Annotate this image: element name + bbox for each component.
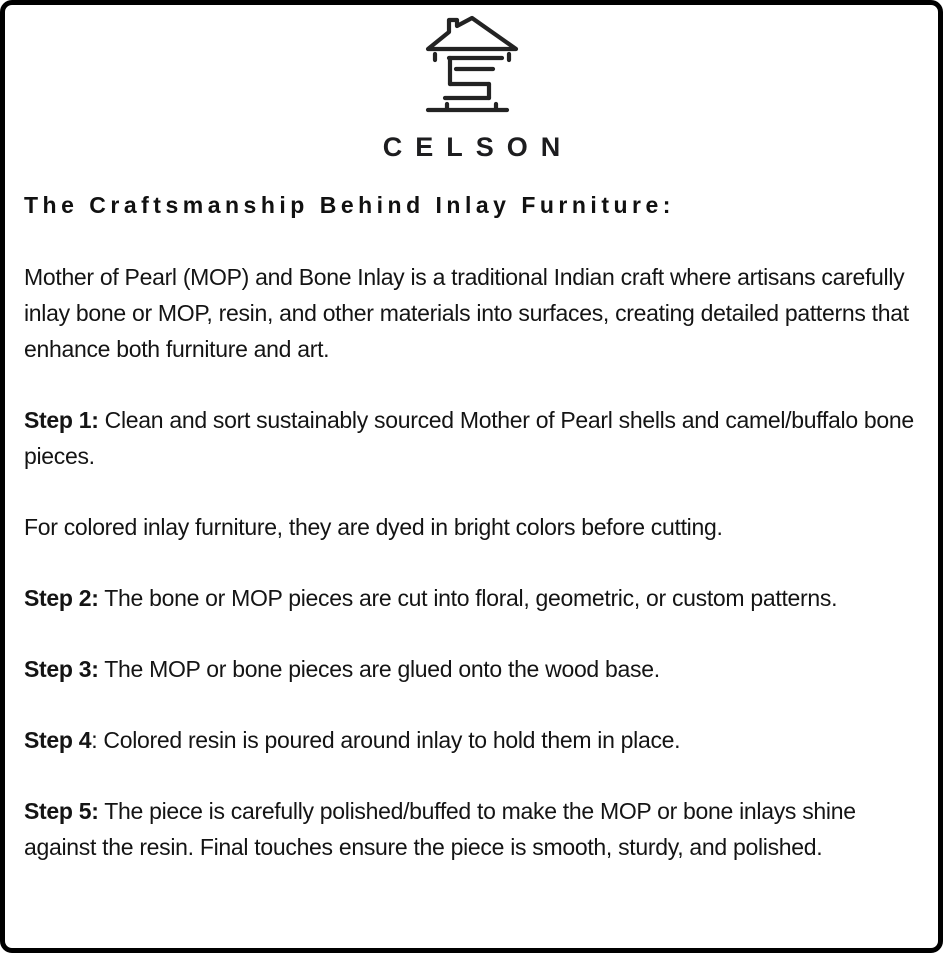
paragraph-text: Mother of Pearl (MOP) and Bone Inlay is a traditional Indian craft where artisans carefully inlay bone or MOP, resin, and other materials into surfaces, creating detailed patterns that enhance both furniture and art.: [24, 264, 909, 362]
step-5-label: Step 5:: [24, 798, 99, 824]
brand-name: CELSON: [382, 132, 574, 162]
colored-inlay-paragraph: [24, 509, 919, 545]
paragraph-text: For colored inlay furniture, they are dyed in bright colors before cutting.: [24, 514, 723, 540]
step-1-label: Step 1:: [24, 407, 99, 433]
body-text: [24, 259, 919, 865]
step-1-paragraph: [24, 402, 919, 474]
step-3-label: Step 3:: [24, 656, 99, 682]
house-cs-monogram-icon: [420, 13, 524, 113]
intro-paragraph: [24, 259, 919, 367]
step-2-text: The bone or MOP pieces are cut into floral, geometric, or custom patterns.: [98, 585, 838, 611]
step-4-paragraph: [24, 722, 919, 758]
step-5-text: The piece is carefully polished/buffed to make the MOP or bone inlays shine against the resin. Final touches ensure the piece is smooth, sturdy, and polished.: [24, 798, 856, 860]
page-title: The Craftsmanship Behind Inlay Furniture:: [24, 192, 675, 218]
step-4-text: : Colored resin is poured around inlay to hold them in place.: [91, 727, 681, 753]
step-2-label: Step 2:: [24, 585, 99, 611]
step-1-text: Clean and sort sustainably sourced Mother of Pearl shells and camel/buffalo bone pieces.: [24, 407, 914, 469]
step-3-paragraph: [24, 651, 919, 687]
step-2-paragraph: [24, 580, 919, 616]
brand-header: [5, 5, 938, 163]
step-5-paragraph: [24, 793, 919, 865]
step-3-text: The MOP or bone pieces are glued onto the wood base.: [98, 656, 660, 682]
step-4-label: Step 4: [24, 727, 92, 753]
